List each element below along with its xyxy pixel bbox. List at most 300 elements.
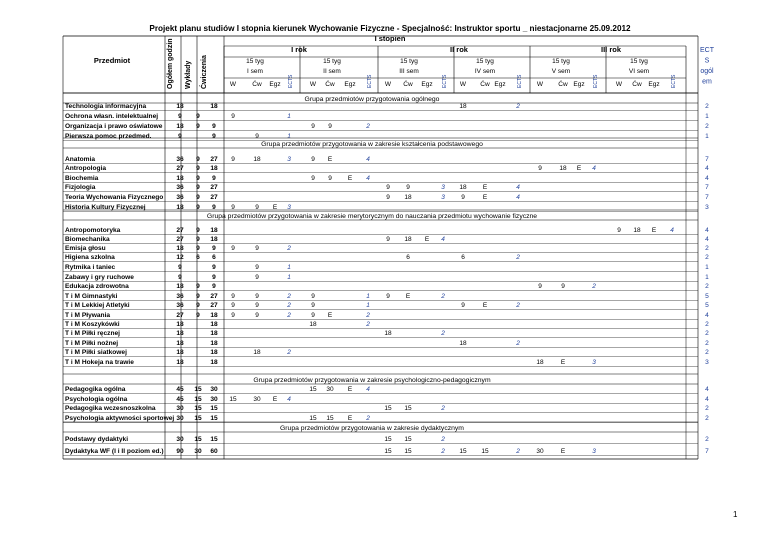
sem-ects-value: 3 [592, 448, 596, 455]
sem-cw-value: 9 [328, 175, 332, 182]
egz-subheader: Egz [269, 81, 281, 88]
sem-cw-value: 15 [404, 448, 412, 455]
ogolem-header: Ogółem godzin [167, 38, 174, 89]
sem-cw-value: 18 [253, 349, 261, 356]
exercise-hours: 9 [212, 123, 216, 130]
sem-ects-value: 1 [366, 302, 370, 309]
exercise-hours: 18 [210, 312, 218, 319]
sem-ects-value: 2 [287, 302, 291, 309]
sem-w-value: 15 [384, 405, 392, 412]
sem-ects-value: 2 [287, 245, 291, 252]
ects-total-value: 2 [705, 283, 709, 290]
sem-ects-value: 2 [287, 349, 291, 356]
weeks-label: 15 tyg [246, 58, 264, 65]
ects-total-value: 2 [705, 123, 709, 130]
ects-total-value: 4 [705, 386, 709, 393]
ects-total-value: 4 [705, 312, 709, 319]
sem-ects-value: 2 [516, 302, 520, 309]
sem-cw-value: 30 [326, 386, 334, 393]
sem-cw-value: 9 [255, 264, 259, 271]
total-hours: 36 [176, 184, 184, 191]
exercise-hours: 18 [210, 349, 218, 356]
subject-name: Dydaktyka WF (I i II poziom ed.) [65, 448, 164, 455]
total-hours: 30 [176, 405, 184, 412]
exercise-hours: 18 [210, 321, 218, 328]
sem-ects-value: 2 [366, 123, 370, 130]
subject-name: Pedagogika wczesnoszkolna [65, 405, 156, 412]
total-hours: 18 [176, 175, 184, 182]
sem-ects-value: 2 [441, 330, 445, 337]
total-hours: 18 [176, 330, 184, 337]
sem-w-value: 9 [311, 156, 315, 163]
ects-subheader: ECTS [367, 74, 373, 88]
lecture-hours: 9 [196, 175, 200, 182]
sem-cw-value: E [327, 312, 333, 319]
sem-ects-value: 2 [441, 405, 445, 412]
sem-ects-value: 2 [441, 448, 445, 455]
semester-label: IV sem [474, 68, 496, 75]
total-hours: 27 [176, 227, 184, 234]
group-title: Grupa przedmiotów przygotowania ogólnego [304, 96, 440, 103]
sem-w-value: 9 [538, 165, 542, 172]
sem-ects-value: 1 [287, 133, 291, 140]
ects-total-value: 4 [705, 165, 709, 172]
cw-subheader: Ćw [403, 81, 413, 88]
subject-name: T i M Gimnastyki [65, 293, 118, 300]
ects-total-value: 1 [705, 274, 709, 281]
ects-total-header: em [702, 78, 712, 86]
ects-total-value: 1 [705, 133, 709, 140]
sem-cw-value: 9 [255, 312, 259, 319]
subject-name: T i M Hokeja na trawie [65, 359, 134, 366]
lecture-hours: 9 [196, 227, 200, 234]
subject-name: T i M Koszykówki [65, 321, 120, 328]
ects-total-header: ECT [700, 47, 714, 54]
lecture-hours: 9 [196, 302, 200, 309]
sem-cw-value: E [482, 184, 488, 191]
cw-subheader: Ćw [558, 81, 568, 88]
total-hours: 18 [176, 349, 184, 356]
sem-cw-value: E [482, 194, 488, 201]
sem-cw-value: 15 [404, 436, 412, 443]
subject-name: Pedagogika ogólna [65, 386, 126, 393]
sem-w-value: 15 [229, 396, 237, 403]
document-title: Projekt planu studiów I stopnia kierunek Wychowanie Fizyczne - Specjalność: Instruktor sportu _ niestacjonarne 25.09.2012 [149, 24, 631, 33]
year-3-label: III rok [600, 45, 622, 54]
sem-ects-value: 2 [287, 293, 291, 300]
lecture-hours: 9 [196, 245, 200, 252]
sem-ects-value: 4 [441, 236, 445, 243]
total-hours: 9 [178, 133, 182, 140]
semester-label: II sem [323, 68, 341, 75]
sem-w-value: 9 [231, 293, 235, 300]
w-subheader: W [229, 81, 237, 88]
semester-label: I sem [247, 68, 263, 75]
exercise-hours: 27 [210, 194, 218, 201]
ects-total-value: 7 [705, 448, 709, 455]
sem-ects-value: 3 [441, 194, 445, 201]
sem-cw-value: 9 [255, 204, 259, 211]
ects-total-header: ogól [700, 68, 714, 75]
egz-subheader: Egz [421, 81, 433, 88]
total-hours: 18 [176, 321, 184, 328]
sem-egz-value: E [347, 175, 353, 182]
sem-cw-value: 15 [326, 415, 334, 422]
lecture-hours: 9 [196, 156, 200, 163]
ects-total-value: 2 [705, 349, 709, 356]
ects-total-value: 7 [705, 194, 709, 201]
ects-total-value: 2 [705, 245, 709, 252]
sem-cw-value: 18 [559, 165, 567, 172]
lecture-hours: 9 [196, 283, 200, 290]
exercise-hours: 15 [210, 405, 218, 412]
egz-subheader: Egz [648, 81, 660, 88]
total-hours: 12 [176, 254, 184, 261]
group-title: Grupa przedmiotów przygotowania w zakresie psychologiczno-pedagogicznym [253, 377, 491, 384]
total-hours: 9 [178, 264, 182, 271]
sem-w-value: 15 [384, 448, 392, 455]
egz-subheader: Egz [344, 81, 356, 88]
total-hours: 36 [176, 293, 184, 300]
sem-egz-value: E [272, 204, 278, 211]
sem-w-value: 9 [386, 236, 390, 243]
ects-total-value: 2 [705, 436, 709, 443]
total-hours: 18 [176, 123, 184, 130]
cw-subheader: Ćw [325, 81, 335, 88]
total-hours: 18 [176, 204, 184, 211]
sem-ects-value: 2 [516, 254, 520, 261]
sem-w-value: 9 [311, 302, 315, 309]
ects-total-value: 1 [705, 264, 709, 271]
semester-label: V sem [551, 68, 571, 75]
ects-total-value: 4 [705, 175, 709, 182]
group-title: Grupa przedmiotów przygotowania w zakresie merytorycznym do nauczania przedmiotu wychowanie fizyczne [206, 213, 538, 220]
sem-cw-value: 15 [481, 448, 489, 455]
ects-subheader: ECTS [671, 74, 677, 88]
exercise-hours: 6 [212, 254, 216, 261]
sem-cw-value: E [560, 448, 566, 455]
sem-cw-value: E [482, 302, 488, 309]
sem-w-value: 9 [386, 293, 390, 300]
ects-total-value: 2 [705, 330, 709, 337]
weeks-label: 15 tyg [400, 58, 418, 65]
sem-ects-value: 4 [366, 386, 370, 393]
subject-name: Organizacja i prawo oświatowe [65, 123, 163, 130]
sem-egz-value: E [347, 386, 353, 393]
subject-name: Fizjologia [65, 184, 96, 191]
sem-cw-value: 18 [253, 156, 261, 163]
sem-w-value: 9 [231, 156, 235, 163]
ects-subheader: ECTS [442, 74, 448, 88]
sem-cw-value: 9 [255, 302, 259, 309]
study-plan-table [63, 34, 715, 459]
sem-w-value: 18 [459, 184, 467, 191]
lecture-hours: 15 [194, 386, 202, 393]
sem-w-value: 18 [384, 330, 392, 337]
exercise-hours: 27 [210, 156, 218, 163]
ects-total-value: 7 [705, 184, 709, 191]
sem-cw-value: 18 [633, 227, 641, 234]
lecture-hours: 15 [194, 405, 202, 412]
exercise-hours: 9 [212, 245, 216, 252]
ects-total-value: 1 [705, 113, 709, 120]
total-hours: 36 [176, 194, 184, 201]
sem-ects-value: 3 [287, 204, 291, 211]
ects-total-header: S [704, 57, 710, 65]
year-1-label: I rok [291, 45, 307, 54]
semester-label: VI sem [628, 68, 650, 75]
sem-ects-value: 4 [592, 165, 596, 172]
egz-subheader: Egz [494, 81, 506, 88]
sem-w-value: 6 [461, 254, 465, 261]
sem-cw-value: 6 [406, 254, 410, 261]
sem-w-value: 18 [459, 340, 467, 347]
cw-subheader: Ćw [632, 81, 642, 88]
subject-name: Biochemia [65, 175, 99, 182]
exercise-hours: 9 [212, 264, 216, 271]
exercise-hours: 18 [210, 340, 218, 347]
sem-ects-value: 1 [287, 274, 291, 281]
subject-name: Technologia informacyjna [65, 103, 147, 110]
group-title: Grupa przedmiotów przygotowania w zakresie dydaktycznym [280, 425, 464, 432]
sem-egz-value: E [651, 227, 657, 234]
sem-w-value: 9 [538, 283, 542, 290]
w-subheader: W [459, 81, 467, 88]
page-number: 1 [733, 510, 738, 519]
ects-total-value: 2 [705, 254, 709, 261]
sem-w-value: 15 [459, 448, 467, 455]
subject-name: Historia Kultury Fizycznej [65, 204, 146, 211]
sem-cw-value: 15 [404, 405, 412, 412]
weeks-label: 15 tyg [630, 58, 648, 65]
sem-ects-value: 3 [592, 359, 596, 366]
sem-w-value: 9 [386, 194, 390, 201]
sem-ects-value: 4 [366, 175, 370, 182]
sem-cw-value: 18 [404, 236, 412, 243]
lecture-hours: 9 [196, 293, 200, 300]
sem-egz-value: E [272, 396, 278, 403]
sem-cw-value: 9 [255, 274, 259, 281]
exercise-hours: 18 [210, 103, 218, 110]
total-hours: 45 [176, 386, 184, 393]
sem-ects-value: 2 [516, 340, 520, 347]
cw-subheader: Ćw [252, 81, 262, 88]
sem-ects-value: 2 [441, 436, 445, 443]
lecture-hours: 9 [196, 312, 200, 319]
total-hours: 27 [176, 165, 184, 172]
przedmiot-header: Przedmiot [93, 56, 131, 65]
ects-total-value: 4 [705, 236, 709, 243]
ects-total-value: 3 [705, 359, 709, 366]
sem-ects-value: 2 [592, 283, 596, 290]
exercise-hours: 18 [210, 359, 218, 366]
sem-cw-value: 18 [404, 194, 412, 201]
wyklady-header: Wykłady [185, 60, 192, 89]
sem-w-value: 9 [231, 113, 235, 120]
lecture-hours: 9 [196, 165, 200, 172]
sem-cw-value: E [327, 156, 333, 163]
ects-total-value: 2 [705, 415, 709, 422]
weeks-label: 15 tyg [323, 58, 341, 65]
sem-ects-value: 2 [366, 415, 370, 422]
exercise-hours: 9 [212, 274, 216, 281]
sem-ects-value: 2 [366, 312, 370, 319]
sem-egz-value: E [347, 415, 353, 422]
lecture-hours: 9 [196, 113, 200, 120]
subject-name: Edukacja zdrowotna [65, 283, 129, 290]
ects-subheader: ECTS [593, 74, 599, 88]
lecture-hours: 9 [196, 194, 200, 201]
total-hours: 18 [176, 103, 184, 110]
sem-w-value: 15 [309, 386, 317, 393]
sem-ects-value: 2 [516, 103, 520, 110]
cw-subheader: Ćw [480, 81, 490, 88]
w-subheader: W [384, 81, 392, 88]
total-hours: 9 [178, 113, 182, 120]
ects-total-value: 4 [705, 227, 709, 234]
cwiczenia-header: Ćwiczenia [201, 55, 208, 89]
subject-name: Higiena szkolna [65, 254, 115, 261]
subject-name: Anatomia [65, 156, 96, 163]
lecture-hours: 30 [194, 448, 202, 455]
sem-w-value: 9 [231, 245, 235, 252]
sem-ects-value: 3 [287, 156, 291, 163]
sem-w-value: 15 [309, 415, 317, 422]
exercise-hours: 18 [210, 227, 218, 234]
sem-ects-value: 1 [366, 293, 370, 300]
sem-cw-value: 9 [255, 133, 259, 140]
exercise-hours: 30 [210, 386, 218, 393]
w-subheader: W [536, 81, 544, 88]
sem-w-value: 30 [536, 448, 544, 455]
sem-w-value: 9 [311, 123, 315, 130]
ects-subheader: ECTS [517, 74, 523, 88]
exercise-hours: 9 [212, 283, 216, 290]
ects-subheader: ECTS [288, 74, 294, 88]
exercise-hours: 27 [210, 184, 218, 191]
weeks-label: 15 tyg [552, 58, 570, 65]
exercise-hours: 9 [212, 133, 216, 140]
sem-w-value: 9 [617, 227, 621, 234]
subject-name: Podstawy dydaktyki [65, 436, 129, 443]
total-hours: 90 [176, 448, 184, 455]
lecture-hours: 15 [194, 396, 202, 403]
sem-w-value: 9 [231, 312, 235, 319]
sem-cw-value: 9 [406, 184, 410, 191]
lecture-hours: 15 [194, 415, 202, 422]
ects-total-value: 2 [705, 321, 709, 328]
sem-cw-value: 9 [255, 293, 259, 300]
total-hours: 18 [176, 340, 184, 347]
exercise-hours: 60 [210, 448, 218, 455]
ects-total-value: 5 [705, 302, 709, 309]
lecture-hours: 9 [196, 123, 200, 130]
sem-w-value: 9 [461, 302, 465, 309]
sem-w-value: 9 [311, 293, 315, 300]
year-2-label: II rok [450, 45, 468, 54]
subject-name: Rytmika i taniec [65, 264, 116, 271]
sem-ects-value: 2 [516, 448, 520, 455]
exercise-hours: 9 [212, 204, 216, 211]
total-hours: 30 [176, 415, 184, 422]
w-subheader: W [309, 81, 317, 88]
subject-name: Emisja głosu [65, 245, 106, 252]
sem-ects-value: 4 [516, 194, 520, 201]
subject-name: T i M Piłki ręcznej [65, 330, 120, 337]
sem-ects-value: 3 [441, 184, 445, 191]
total-hours: 45 [176, 396, 184, 403]
subject-name: Psychologia aktywności sportowej [65, 415, 175, 422]
subject-name: T i M Pływania [65, 312, 111, 319]
group-title: Grupa przedmiotów przygotowania w zakresie kształcenia podstawowego [261, 141, 483, 148]
subject-name: Antropomotoryka [65, 227, 121, 234]
egz-subheader: Egz [573, 81, 585, 88]
subject-name: T i M Piłki nożnej [65, 340, 119, 347]
ects-total-value: 5 [705, 293, 709, 300]
total-hours: 27 [176, 236, 184, 243]
exercise-hours: 18 [210, 330, 218, 337]
sem-w-value: 9 [311, 312, 315, 319]
subject-name: Ochrona własn. intelektualnej [65, 113, 159, 120]
subject-name: Antropologia [65, 165, 107, 172]
sem-w-value: 9 [231, 204, 235, 211]
total-hours: 18 [176, 245, 184, 252]
sem-w-value: 9 [461, 194, 465, 201]
sem-w-value: 18 [309, 321, 317, 328]
subject-name: T i M Piłki siatkowej [65, 349, 127, 356]
weeks-label: 15 tyg [476, 58, 494, 65]
sem-w-value: 9 [311, 175, 315, 182]
ects-total-value: 2 [705, 405, 709, 412]
subject-name: Zabawy i gry ruchowe [65, 274, 134, 281]
total-hours: 9 [178, 274, 182, 281]
total-hours: 36 [176, 156, 184, 163]
subject-name: Pierwsza pomoc przedmed. [65, 133, 152, 140]
ects-total-value: 4 [705, 396, 709, 403]
lecture-hours: 6 [196, 254, 200, 261]
semester-label: III sem [399, 68, 419, 75]
sem-ects-value: 4 [287, 396, 291, 403]
exercise-hours: 15 [210, 436, 218, 443]
sem-cw-value: 9 [255, 245, 259, 252]
lecture-hours: 9 [196, 204, 200, 211]
sem-w-value: 9 [386, 184, 390, 191]
total-hours: 36 [176, 302, 184, 309]
sem-cw-value: 9 [328, 123, 332, 130]
sem-w-value: 9 [231, 302, 235, 309]
exercise-hours: 30 [210, 396, 218, 403]
total-hours: 18 [176, 359, 184, 366]
exercise-hours: 27 [210, 293, 218, 300]
sem-ects-value: 1 [287, 113, 291, 120]
exercise-hours: 18 [210, 236, 218, 243]
lecture-hours: 9 [196, 236, 200, 243]
ects-total-value: 2 [705, 340, 709, 347]
exercise-hours: 18 [210, 165, 218, 172]
sem-cw-value: E [405, 293, 411, 300]
lecture-hours: 15 [194, 436, 202, 443]
sem-ects-value: 2 [441, 293, 445, 300]
w-subheader: W [615, 81, 623, 88]
sem-ects-value: 2 [366, 321, 370, 328]
ects-total-value: 2 [705, 103, 709, 110]
sem-w-value: 15 [384, 436, 392, 443]
lecture-hours: 9 [196, 184, 200, 191]
sem-ects-value: 4 [670, 227, 674, 234]
subject-name: Biomechanika [65, 236, 110, 243]
sem-cw-value: E [560, 359, 566, 366]
degree-label: I stopień [374, 34, 406, 43]
